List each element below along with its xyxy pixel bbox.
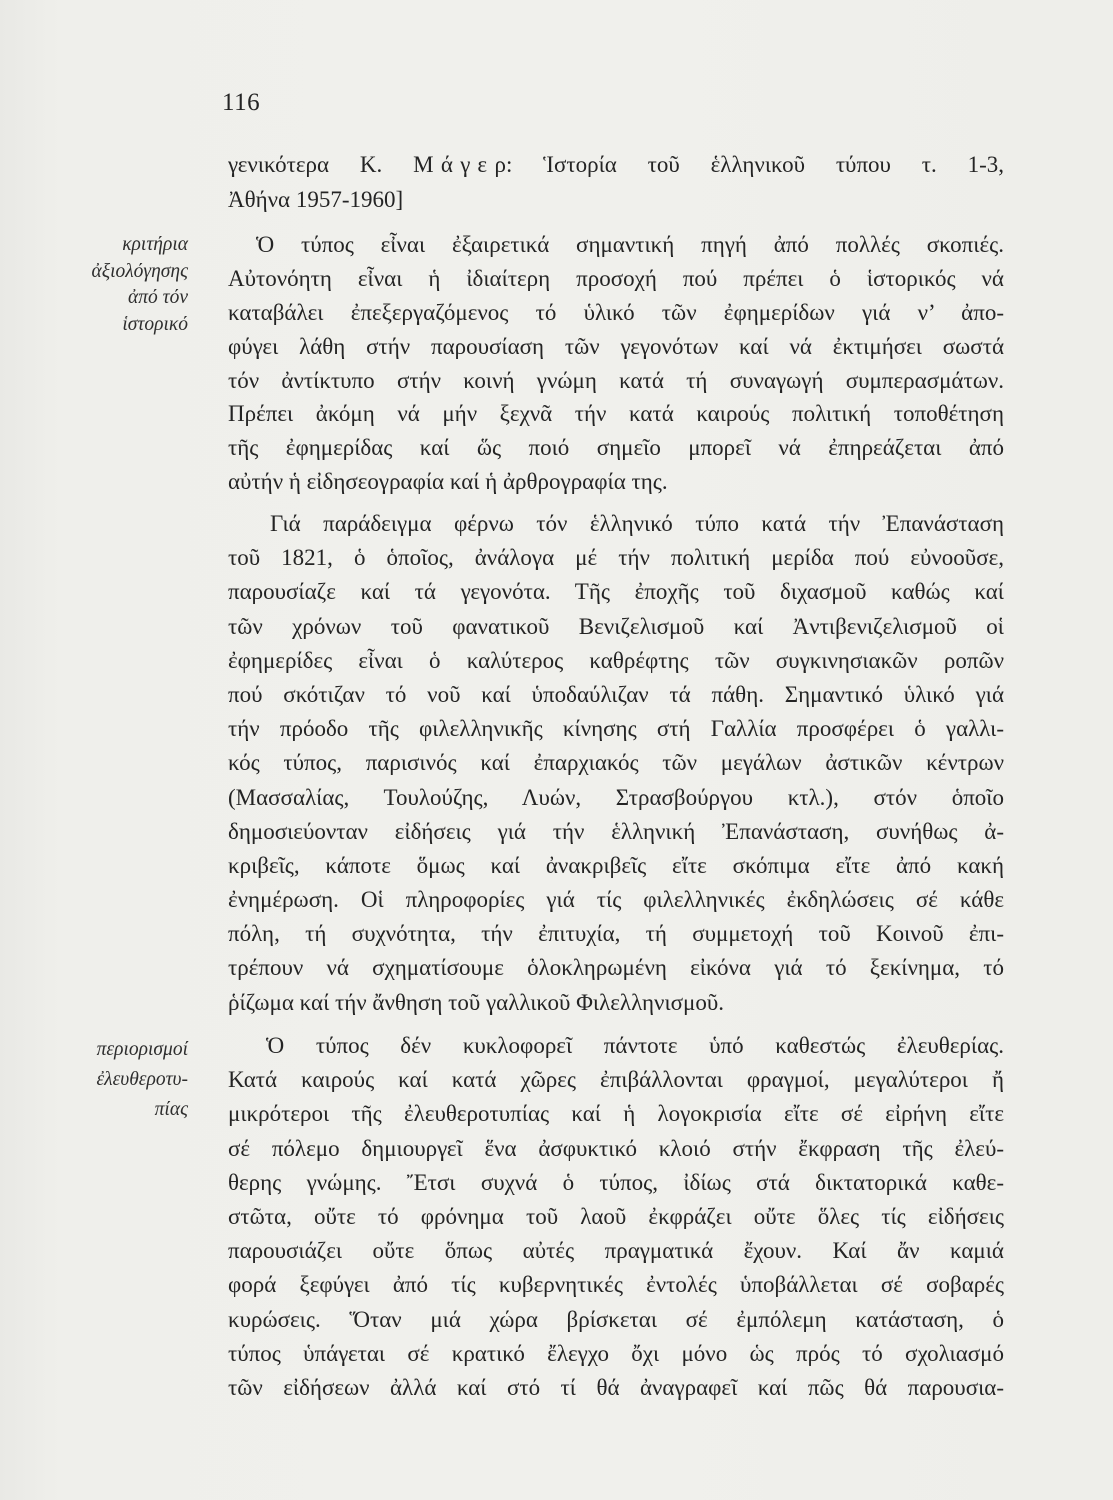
reference-author: Μάγερ [413, 152, 514, 177]
margin-note-line: πίας [154, 1099, 188, 1120]
margin-note-line: κριτήρια [122, 234, 188, 255]
text-line: παρουσιάζει οὔτε ὅπως αὐτές πραγματικά ἔχουν. Καί ἄν καμιά [228, 1238, 1004, 1264]
reference-text: γενικότερα Κ. [228, 152, 383, 177]
text-line: στῶτα, οὔτε τό φρόνημα τοῦ λαοῦ ἐκφράζει οὔτε ὅλες τίς εἰδήσεις [228, 1203, 1004, 1229]
text-line: τόν ἀντίκτυπο στήν κοινή γνώμη κατά τή συναγωγή συμπερασμάτων. [228, 367, 1004, 393]
reference-block [228, 147, 1004, 217]
margin-note-line: περιορισμοί [96, 1039, 188, 1060]
paragraph [228, 1029, 1004, 1405]
text-line [228, 147, 1004, 182]
text-line: τρέπουν νά σχηματίσουμε ὁλοκληρωμένη εἰκόνα γιά τό ξεκίνημα, τό [228, 955, 1004, 981]
text-line: αὐτήν ἡ εἰδησεογραφία καί ἡ ἀρθρογραφία της. [228, 469, 668, 495]
text-line: τῶν χρόνων τοῦ φανατικοῦ Βενιζελισμοῦ καί Ἀντιβενιζελισμοῦ οἱ [228, 613, 1004, 639]
paragraph [228, 228, 1004, 499]
text-line: Αὐτονόητη εἶναι ἡ ἰδιαίτερη προσοχή πού πρέπει ὁ ἱστορικός νά [228, 265, 1004, 291]
paragraph [228, 507, 1004, 1020]
text-line: κυρώσεις. Ὅταν μιά χώρα βρίσκεται σέ ἐμπόλεμη κατάσταση, ὁ [228, 1306, 1004, 1332]
text-line: δημοσιεύονταν εἰδήσεις γιά τήν ἑλληνική Ἐπανάσταση, συνήθως ἀ- [228, 818, 1004, 844]
text-line: τύπος ὑπάγεται σέ κρατικό ἔλεγχο ὄχι μόνο ὡς πρός τό σχολιασμό [228, 1340, 1004, 1366]
text-line: τήν πρόοδο τῆς φιλελληνικῆς κίνησης στή Γαλλία προσφέρει ὁ γαλλι- [228, 716, 1004, 742]
text-line: ῥίζωμα καί τήν ἄνθηση τοῦ γαλλικοῦ Φιλελληνισμοῦ. [228, 989, 725, 1015]
margin-note [30, 232, 188, 339]
text-line: κός τύπος, παρισινός καί ἐπαρχιακός τῶν μεγάλων ἀστικῶν κέντρων [228, 750, 1004, 776]
text-line: κριβεῖς, κάποτε ὅμως καί ἀνακριβεῖς εἴτε σκόπιμα εἴτε ἀπό κακή [228, 852, 1004, 878]
text-line: (Μασσαλίας, Τουλούζης, Λυών, Στρασβούργου κτλ.), στόν ὁποῖο [228, 784, 1004, 810]
text-line: μικρότεροι τῆς ἐλευθεροτυπίας καί ἡ λογοκρισία εἴτε σέ εἰρήνη εἴτε [228, 1101, 1004, 1127]
text-line: Ὁ τύπος δέν κυκλοφορεῖ πάντοτε ὑπό καθεστώς ἐλευθερίας. [266, 1033, 1004, 1058]
margin-note [30, 1035, 188, 1125]
text-line: τῶν εἰδήσεων ἀλλά καί στό τί θά ἀναγραφεῖ καί πῶς θά παρουσια- [228, 1374, 1004, 1400]
text-line: Πρέπει ἀκόμη νά μήν ξεχνᾶ τήν κατά καιρούς πολιτική τοποθέτηση [228, 401, 1004, 427]
text-line: φύγει λάθη στήν παρουσίαση τῶν γεγονότων καί νά ἐκτιμήσει σωστά [228, 333, 1004, 359]
text-line: παρουσίαζε καί τά γεγονότα. Τῆς ἐποχῆς τοῦ διχασμοῦ καθώς καί [228, 579, 1004, 605]
page-number: 116 [222, 89, 261, 116]
text-line: τῆς ἐφημερίδας καί ὥς ποιό σημεῖο μπορεῖ νά ἐπηρεάζεται ἀπό [228, 435, 1004, 461]
text-line: Ἀθήνα 1957-1960] [228, 187, 404, 212]
text-line: πόλη, τή συχνότητα, τήν ἐπιτυχία, τή συμμετοχή τοῦ Κοινοῦ ἐπι- [228, 921, 1004, 947]
text-line: φορά ξεφύγει ἀπό τίς κυβερνητικές ἐντολές ὑποβάλλεται σέ σοβαρές [228, 1272, 1004, 1298]
text-line: ἐφημερίδες εἶναι ὁ καλύτερος καθρέφτης τῶν συγκινησιακῶν ροπῶν [228, 647, 1004, 673]
text-line: Κατά καιρούς καί κατά χῶρες ἐπιβάλλονται φραγμοί, μεγαλύτεροι ἤ [228, 1067, 1004, 1093]
text-line: σέ πόλεμο δημιουργεῖ ἕνα ἀσφυκτικό κλοιό στήν ἔκφραση τῆς ἐλεύ- [228, 1135, 1004, 1161]
margin-note-line: ἱστορικό [122, 314, 188, 336]
text-line: καταβάλει ἐπεξεργαζόμενος τό ὑλικό τῶν ἐφημερίδων γιά ν’ ἀπο- [228, 299, 1004, 325]
text-line: θερης γνώμης. Ἔτσι συχνά ὁ τύπος, ἰδίως στά δικτατορικά καθε- [228, 1169, 1004, 1195]
reference-title: : Ἱστορία τοῦ ἑλληνικοῦ τύπου τ. 1-3, [505, 152, 1004, 177]
text-line: Ὁ τύπος εἶναι ἐξαιρετικά σημαντική πηγή ἀπό πολλές σκοπιές. [256, 232, 1004, 257]
margin-note-line: ἀπό τόν [127, 287, 188, 309]
margin-note-line: ἀξιολόγησης [91, 260, 188, 282]
text-line: Γιά παράδειγμα φέρνω τόν ἑλληνικό τύπο κατά τήν Ἐπανάσταση [270, 511, 1004, 536]
text-line: πού σκότιζαν τό νοῦ καί ὑποδαύλιζαν τά πάθη. Σημαντικό ὑλικό γιά [228, 681, 1004, 707]
margin-note-line: ἐλευθεροτυ- [96, 1069, 188, 1090]
text-line: τοῦ 1821, ὁ ὁποῖος, ἀνάλογα μέ τήν πολιτική μερίδα πού εὐνοοῦσε, [228, 545, 1004, 571]
text-line: ἐνημέρωση. Οἱ πληροφορίες γιά τίς φιλελληνικές ἐκδηλώσεις σέ κάθε [228, 887, 1004, 913]
